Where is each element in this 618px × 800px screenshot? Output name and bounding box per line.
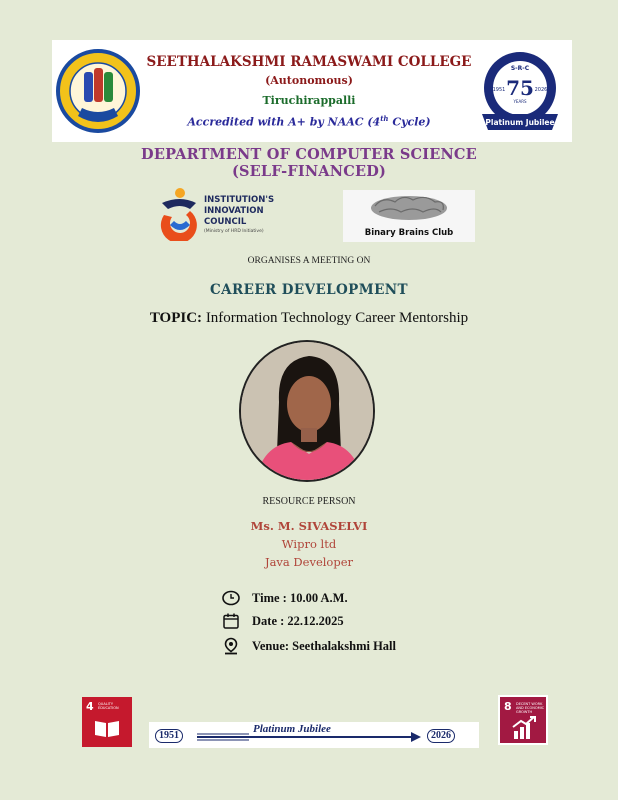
college-header-banner xyxy=(52,40,572,142)
iic-logo xyxy=(156,185,286,241)
resource-person-label: RESOURCE PERSON xyxy=(262,496,356,507)
iic-note: (Ministry of HRD Initiative) xyxy=(204,229,264,234)
event-venue-row xyxy=(222,637,396,655)
resource-person-photo xyxy=(239,340,375,482)
jubilee-end-year: 2026 xyxy=(427,729,455,743)
svg-text:Platinum Jubilee: Platinum Jubilee xyxy=(485,118,555,127)
event-date: Date : 22.12.2025 xyxy=(252,613,344,628)
platinum-jubilee-bar xyxy=(149,722,479,748)
resource-person-name: Ms. M. SIVASELVI xyxy=(250,519,368,533)
event-time-row xyxy=(222,589,348,607)
event-venue: Venue: Seethalakshmi Hall xyxy=(252,638,397,653)
brain-icon xyxy=(343,190,475,226)
organises-text: ORGANISES A MEETING ON xyxy=(247,256,371,266)
college-city: Tiruchirappalli xyxy=(262,94,356,107)
iic-name: INSTITUTION'S INNOVATION COUNCIL xyxy=(204,195,275,227)
sdg-8-decent-work-badge: 8 DECENT WORK AND ECONOMIC GROWTH xyxy=(498,695,548,745)
svg-text:S-R-C: S-R-C xyxy=(510,65,530,72)
event-date-row xyxy=(222,612,344,630)
department-title: DEPARTMENT OF COMPUTER SCIENCE xyxy=(141,146,477,163)
college-accreditation: Accredited with A+ by NAAC (4th Cycle) xyxy=(187,114,431,129)
department-subtitle: (SELF-FINANCED) xyxy=(231,163,387,180)
svg-text:1951: 1951 xyxy=(492,87,506,93)
event-title: CAREER DEVELOPMENT xyxy=(210,282,408,298)
growth-chart-icon xyxy=(511,715,537,741)
svg-text:75: 75 xyxy=(506,76,534,100)
event-topic: TOPIC: Information Technology Career Mentorship xyxy=(149,310,469,326)
open-book-icon xyxy=(93,717,121,739)
college-seal-logo xyxy=(56,46,140,136)
resource-person-organization: Wipro ltd xyxy=(281,537,337,551)
sdg-4-quality-education-badge: 4 QUALITY EDUCATION xyxy=(82,697,132,747)
jubilee-start-year: 1951 xyxy=(155,729,183,743)
location-pin-icon xyxy=(222,637,240,655)
clock-icon xyxy=(222,589,240,607)
event-time: Time : 10.00 A.M. xyxy=(252,590,348,605)
iic-emblem-icon xyxy=(156,185,200,241)
resource-person-role: Java Developer xyxy=(264,555,354,569)
jubilee-title: Platinum Jubilee xyxy=(253,723,331,735)
calendar-icon xyxy=(222,612,240,630)
college-autonomous: (Autonomous) xyxy=(265,74,353,87)
club-name: Binary Brains Club xyxy=(364,228,454,238)
svg-text:2026: 2026 xyxy=(534,87,548,93)
college-name: SEETHALAKSHMI RAMASWAMI COLLEGE xyxy=(146,54,472,70)
platinum-jubilee-logo xyxy=(472,50,568,134)
binary-brains-club-logo xyxy=(343,190,475,242)
svg-text:YEARS: YEARS xyxy=(513,99,527,104)
